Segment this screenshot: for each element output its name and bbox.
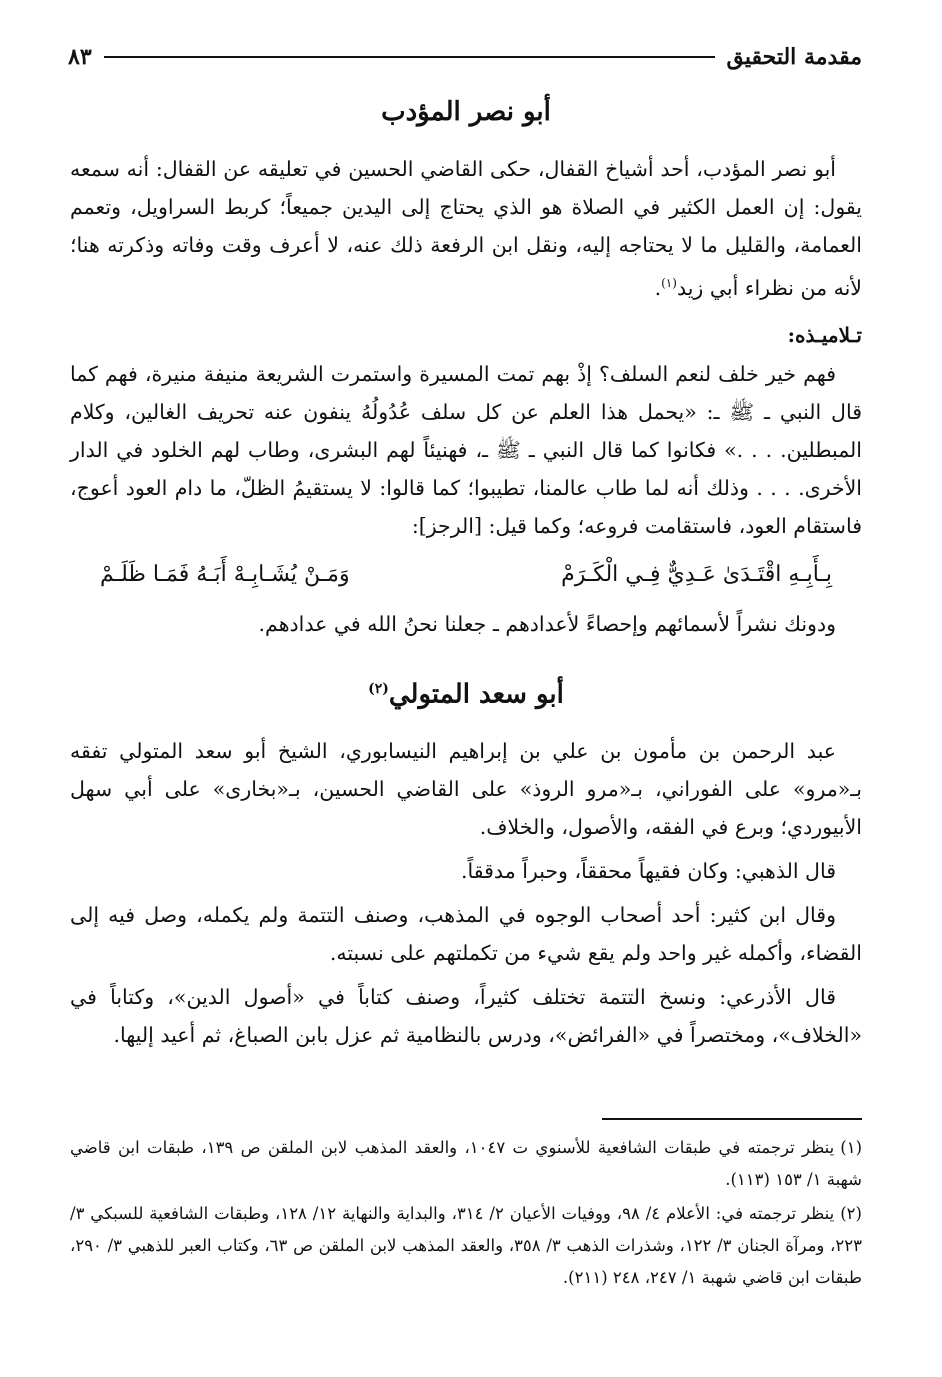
section-heading-abu-nasr: أبو نصر المؤدب: [381, 97, 551, 127]
abu-saad-paragraph-1: عبد الرحمن بن مأمون بن علي بن إبراهيم النيسابوري، الشيخ أبو سعد المتولي تفقه بـ«مرو» على الفوراني، بـ«مرو الروذ» على القاضي الحسين، بـ«بخارى» على أبي سهل الأبيوردي؛ وبرع في الفقه، والأصول، والخلاف.: [70, 739, 862, 840]
abu-saad-paragraph-3: وقال ابن كثير: أحد أصحاب الوجوه في المذهب، وصنف التتمة ولم يكمله، وصل فيه إلى القضاء، وأكمله غير واحد ولم يقع شيء من تكملتهم على نسبته.: [70, 903, 862, 966]
abu-nasr-text-end: .: [654, 275, 662, 300]
header-rule: [104, 56, 715, 58]
footnote-separator: [602, 1118, 862, 1120]
students-paragraph: فهم خير خلف لنعم السلف؟ إذْ بهم تمت المسيرة واستمرت الشريعة منيفة منيرة، فهم كما قال النبي ـ ﷺ ـ: «يحمل هذا العلم عن كل سلف عُدُولُهُ ينفون عنه تحريف الغالين، وكلام المبطلين. . . .» فكانوا كما قال النبي ـ ﷺ ـ، فهنيئاً لهم البشرى، وطاب لهم الخلود في الدار الأخرى. . . . وذلك أنه لما طاب عالمنا، تطيبوا؛ كما قالوا: لا يستقيمُ الظلّ، ما دام العود أعوج، فاستقام العود، فاستقامت فروعه؛ وكما قيل: [الرجز]:: [70, 361, 862, 538]
footnote-ref-1: (١): [661, 276, 677, 290]
page-body: [70, 80, 862, 1060]
footnote-2-mark: (٢): [840, 1204, 862, 1223]
abu-saad-title: أبو سعد المتولي: [388, 679, 564, 710]
students-closing-paragraph: ودونك نشراً لأسمائهم وإحصاءً لأعدادهم ـ جعلنا نحنُ الله في عدادهم.: [258, 611, 836, 636]
footnote-ref-2: (٢): [368, 680, 389, 697]
footnote-2: [70, 1198, 862, 1294]
page-number: ٨٣: [68, 44, 92, 70]
poem-verse: [100, 551, 832, 599]
footnotes: [70, 1132, 862, 1296]
footnote-1: [70, 1132, 862, 1196]
abu-saad-paragraph-2: قال الذهبي: وكان فقيهاً محققاً، وحبراً مدققاً.: [461, 859, 836, 884]
running-header-title: مقدمة التحقيق: [726, 44, 862, 70]
abu-saad-paragraph-4: قال الأذرعي: ونسخ التتمة تختلف كثيراً، وصنف كتاباً في «أصول الدين»، وكتاباً في «الخلاف»، ومختصراً في «الفرائض»، ودرس بالنظامية ثم عزل بابن الصباغ، ثم أعيد إليها.: [70, 985, 862, 1048]
verse-first-hemistich: بِـأَبِـهِ اقْتَـدَىٰ عَـدِيٌّ فِـي الْكَـرَمْ: [561, 561, 832, 587]
footnote-1-text: ينظر ترجمته في طبقات الشافعية للأسنوي ت ١٠٤٧، والعقد المذهب لابن الملقن ص ١٣٩، طبقات ابن قاضي شهبة ١/ ١٥٣ (١١٣).: [70, 1138, 862, 1189]
verse-second-hemistich: وَمَـنْ يُشَـابِـهْ أَبَـهُ فَمَـا ظَلَـمْ: [100, 561, 350, 587]
abu-nasr-text: أبو نصر المؤدب، أحد أشياخ القفال، حكى القاضي الحسين في تعليقه عن القفال: أنه سمعه يقول: إن العمل الكثير في الصلاة هو الذي يحتاج إلى اليدين جميعاً؛ كربط السراويل، وتعمم العمامة، والقليل ما لا يحتاجه إليه، ونقل ابن الرفعة ذلك عنه، لا أعرف وقت وفاته وذكرته هنا؛ لأنه من نظراء أبي زيد: [70, 157, 862, 300]
section-heading-abu-saad: [70, 669, 862, 715]
footnote-1-mark: (١): [840, 1138, 862, 1157]
footnote-2-text: ينظر ترجمته في: الأعلام ٤/ ٩٨، ووفيات الأعيان ٢/ ٣١٤، والبداية والنهاية ١٢/ ١٢٨، وطبقات الشافعية للسبكي ٣/ ٢٢٣، ومرآة الجنان ٣/ ١٢٢، وشذرات الذهب ٣/ ٣٥٨، والعقد المذهب لابن الملقن ص ٦٣، وكتاب العبر للذهبي ٣/ ٢٩٠، طبقات ابن قاضي شهبة ١/ ٢٤٧، ٢٤٨ (٢١١).: [70, 1204, 862, 1287]
abu-nasr-paragraph: [70, 150, 862, 307]
students-label: تـلاميـذه:: [787, 322, 862, 347]
running-header: [68, 40, 862, 74]
